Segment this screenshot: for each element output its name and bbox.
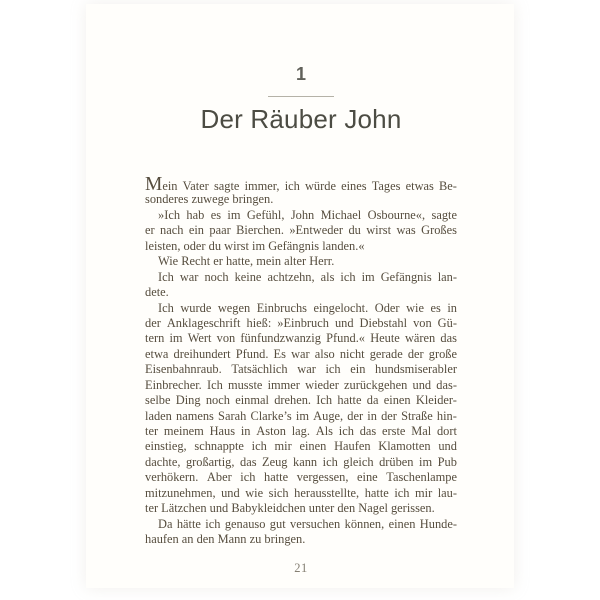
body-line: tern im Wert von fünfundzwanzig Pfund.« Heute wären das: [145, 331, 457, 346]
body-line: der Anklageschrift hieß: »Einbruch und Diebstahl von Gü-: [145, 315, 457, 330]
drop-cap: M: [145, 174, 163, 195]
body-line: Eisenbahnraub. Tatsächlich war ich ein hundsmiserabler: [145, 362, 457, 377]
body-line: sonderes zuwege bringen.: [145, 192, 274, 207]
body-line: Einbrecher. Ich musste immer wieder zurückgehen und das-: [145, 377, 457, 392]
body-line: verhökern. Aber ich hatte vergessen, eine Taschenlampe: [145, 470, 457, 485]
body-line: Ich war noch keine achtzehn, als ich im Gefängnis lan-: [158, 269, 457, 284]
body-line: Da hätte ich genauso gut versuchen können, einen Hunde-: [158, 516, 457, 531]
chapter-rule: [268, 96, 334, 97]
chapter-title: Der Räuber John: [200, 104, 402, 134]
body-line: dete.: [145, 285, 169, 300]
body-line: etwa dreihundert Pfund. Es war also nicht gerade der große: [145, 346, 457, 361]
body-line: Mein Vater sagte immer, ich würde eines Tages etwas Be-: [145, 174, 457, 195]
body-text: [145, 174, 457, 548]
body-line: leisten, oder du wirst im Gefängnis landen.«: [145, 238, 365, 253]
body-line: einstieg, schnappte ich mir einen Haufen Klamotten und: [145, 439, 457, 454]
body-line: mitzunehmen, und wie sich herausstellte, hatte ich mir lau-: [145, 485, 457, 500]
body-line: selbe Ding noch einmal drehen. Ich hatte da einen Kleider-: [145, 393, 457, 408]
body-line: Ich wurde wegen Einbruchs eingelocht. Oder wie es in: [158, 300, 457, 315]
body-line: ter meinem Haus in Aston lag. Als ich das erste Mal dort: [145, 424, 457, 438]
page-number: 21: [294, 561, 308, 575]
chapter-number: 1: [295, 64, 306, 84]
body-line: ter Lätzchen und Babykleidchen unter den Nagel gerissen.: [145, 501, 435, 516]
body-line: »Ich hab es im Gefühl, John Michael Osbourne«, sagte: [158, 207, 457, 222]
body-line: Wie Recht er hatte, mein alter Herr.: [158, 254, 335, 269]
body-line: laden namens Sarah Clarke’s im Auge, der in der Straße hin-: [145, 408, 457, 423]
body-line: haufen an den Mann zu bringen.: [145, 532, 306, 547]
body-line: er nach ein paar Bierchen. »Entweder du wirst was Großes: [145, 223, 457, 238]
body-line: dachte, großartig, das Zeug kann ich gleich drüben im Pub: [145, 454, 457, 469]
